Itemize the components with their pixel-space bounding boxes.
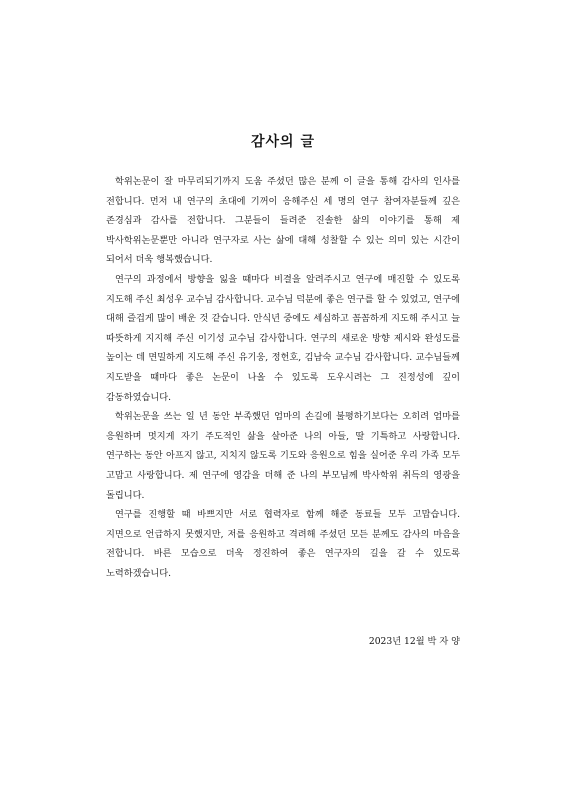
- paragraph-advisors: 연구의 과정에서 방향을 잃을 때마다 비결을 알려주시고 연구에 매진할 수 있도록 지도해 주신 최성우 교수님 감사합니다. 교수님 덕분에 좋은 연구를 할 수 있었고, 연구에 대해 즐겁게 많이 배운 것 같습니다. 안식년 중에도 세심하고 꼼꼼하게 지도해 주시고 늘 따뜻하게 지지해 주신 이기성 교수님 감사합니다. 연구의 새로운 방향 제시와 완성도를 높이는 데 면밀하게 지도해 주신 유기웅, 정헌호, 김남숙 교수님 감사합니다. 교수님들께 지도받을 때마다 좋은 논문이 나올 수 있도록 도우시려는 그 진정성에 깊이 감동하였습니다.: [106, 273, 460, 403]
- signature-date: 2023년 12월 박 자 양: [368, 636, 460, 647]
- page-title: 감사의 글: [251, 134, 315, 150]
- acknowledgments-body: [106, 172, 460, 583]
- paragraph-colleagues: 연구를 진행할 때 바쁘지만 서로 협력자로 함께 해준 동료들 모두 고맙습니다. 지면으로 언급하지 못했지만, 저를 응원하고 격려해 주셨던 모든 분께도 감사의 마음을 전합니다. 바른 모습으로 더욱 정진하여 좋은 연구자의 길을 갈 수 있도록 노력하겠습니다.: [106, 509, 460, 579]
- paragraph-family: 학위논문을 쓰는 일 년 동안 부족했던 엄마의 손길에 불평하기보다는 오히려 엄마를 응원하며 멋지게 자기 주도적인 삶을 살아준 나의 아들, 딸 기특하고 사랑합니다. 연구하는 동안 아프지 않고, 지치지 않도록 기도와 응원으로 힘을 실어준 우리 가족 모두 고맙고 사랑합니다. 제 연구에 영감을 더해 준 나의 부모님께 박사학위 취득의 영광을 돌립니다.: [106, 411, 460, 501]
- paragraph-participants: 학위논문이 잘 마무리되기까지 도움 주셨던 많은 분께 이 글을 통해 감사의 인사를 전합니다. 먼저 내 연구의 초대에 기꺼이 응해주신 세 명의 연구 참여자분들께 깊은 존경심과 감사를 전합니다. 그분들이 들려준 진솔한 삶의 이야기를 통해 제 박사학위논문뿐만 아니라 연구자로 사는 삶에 대해 성찰할 수 있는 의미 있는 시간이 되어서 더욱 행복했습니다.: [106, 176, 460, 266]
